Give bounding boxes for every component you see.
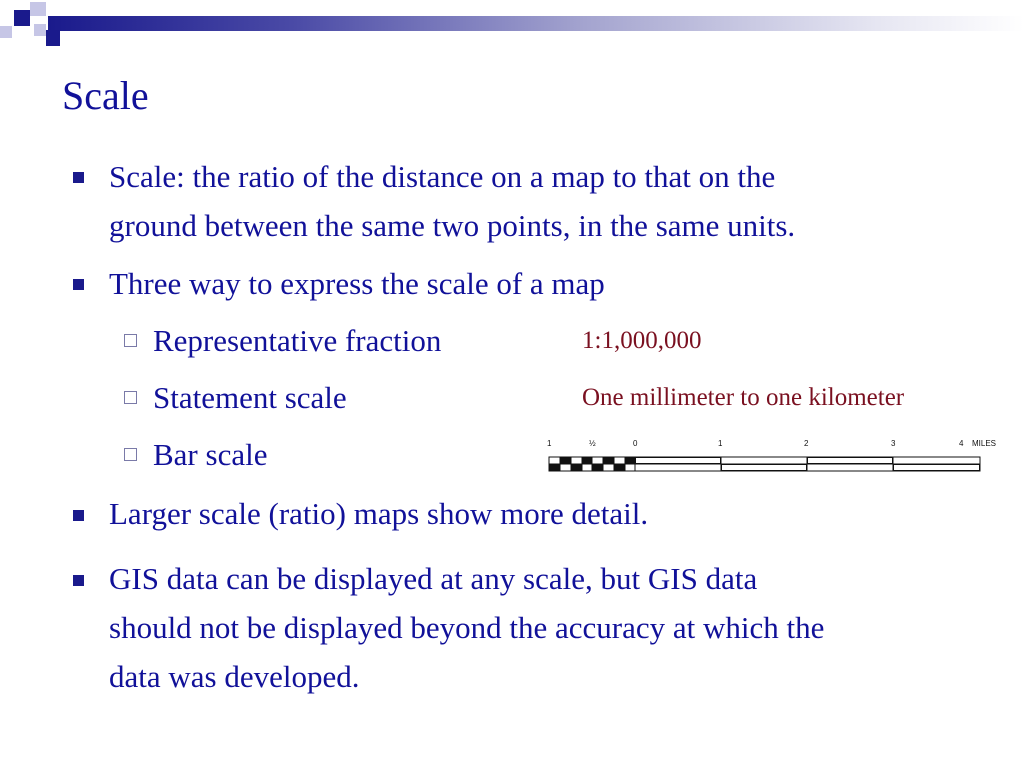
bar-scale-label: 3: [891, 439, 896, 448]
bar-scale-label: 2: [804, 439, 809, 448]
deco-square: [30, 2, 46, 16]
bullet-text-line: ground between the same two points, in the same units.: [109, 208, 796, 243]
deco-square: [14, 10, 30, 26]
sub-bullet-label: Representative fraction: [153, 323, 442, 358]
bar-scale-label: 0: [633, 439, 638, 448]
bullet-text-line: Three way to express the scale of a map: [109, 266, 605, 301]
bullet-text-line: Scale: the ratio of the distance on a map to that on the: [109, 159, 776, 194]
slide-title: Scale: [62, 73, 149, 118]
bar-scale-label: 1: [718, 439, 723, 448]
sub-bullet-label: Bar scale: [153, 437, 268, 472]
deco-square: [0, 26, 12, 38]
bar-scale-graphic: [545, 436, 1005, 476]
bullet-text-line: should not be displayed beyond the accuracy at which the: [109, 610, 825, 645]
sub-bullet-label: Statement scale: [153, 380, 347, 415]
bullet-text-line: Larger scale (ratio) maps show more detail.: [109, 496, 649, 531]
representative-fraction-example: 1:1,000,000: [582, 327, 702, 354]
bullet-marker: [73, 510, 84, 521]
header-decoration: [0, 0, 1024, 60]
bar-scale-label: ½: [589, 439, 596, 448]
statement-scale-example: One millimeter to one kilometer: [582, 384, 905, 411]
deco-square: [46, 30, 60, 46]
bar-scale-unit: MILES: [972, 439, 997, 448]
sub-bullet-marker: [124, 448, 137, 461]
bullet-text-line: data was developed.: [109, 659, 360, 694]
header-gradient-bar: [48, 16, 1024, 31]
bar-scale-label: 1: [547, 439, 552, 448]
bullet-marker: [73, 172, 84, 183]
bullet-text-line: GIS data can be displayed at any scale, but GIS data: [109, 561, 758, 596]
bullet-marker: [73, 575, 84, 586]
sub-bullet-marker: [124, 334, 137, 347]
sub-bullet-marker: [124, 391, 137, 404]
bar-scale-label: 4: [959, 439, 964, 448]
bullet-marker: [73, 279, 84, 290]
deco-square: [34, 24, 46, 36]
